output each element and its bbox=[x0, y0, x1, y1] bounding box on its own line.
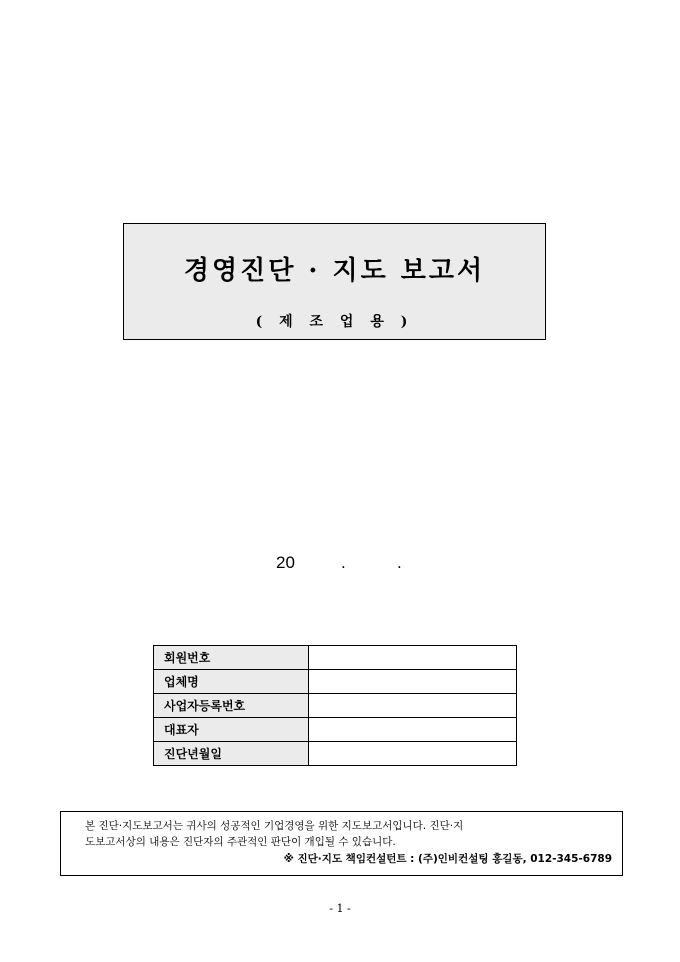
table-row bbox=[154, 718, 517, 742]
business-registration-field[interactable] bbox=[309, 694, 517, 718]
diagnosis-date-label: 진단년월일 bbox=[154, 742, 309, 766]
page-number: - 1 - bbox=[329, 902, 351, 915]
diagnosis-date-field[interactable] bbox=[309, 742, 517, 766]
report-subtitle: ( 제 조 업 용 ) bbox=[255, 314, 414, 330]
table-row bbox=[154, 694, 517, 718]
table-row bbox=[154, 670, 517, 694]
date-year: 20 bbox=[276, 553, 295, 572]
company-name-label: 업체명 bbox=[154, 670, 309, 694]
consultant-contact: ※ 진단·지도 책임컨설턴트 : (주)인비컨설팅 홍길동, 012-345-6789 bbox=[283, 853, 612, 865]
date-separator-2: . bbox=[397, 553, 402, 572]
representative-label: 대표자 bbox=[154, 718, 309, 742]
date-separator-1: . bbox=[341, 553, 346, 572]
disclaimer-line-2: 도보고서상의 내용은 진단자의 주관적인 판단이 개입될 수 있습니다. bbox=[85, 836, 396, 848]
member-number-label: 회원번호 bbox=[154, 646, 309, 670]
member-number-field[interactable] bbox=[309, 646, 517, 670]
business-registration-label: 사업자등록번호 bbox=[154, 694, 309, 718]
table-row bbox=[154, 646, 517, 670]
company-info-table bbox=[153, 645, 517, 766]
representative-field[interactable] bbox=[309, 718, 517, 742]
report-title: 경영진단 · 지도 보고서 bbox=[183, 256, 486, 286]
disclaimer-line-1: 본 진단·지도보고서는 귀사의 성공적인 기업경영을 위한 지도보고서입니다. 진단·지 bbox=[85, 820, 464, 832]
report-title-box bbox=[123, 223, 546, 340]
table-row bbox=[154, 742, 517, 766]
report-date bbox=[0, 553, 680, 575]
disclaimer-box bbox=[60, 811, 623, 876]
company-name-field[interactable] bbox=[309, 670, 517, 694]
